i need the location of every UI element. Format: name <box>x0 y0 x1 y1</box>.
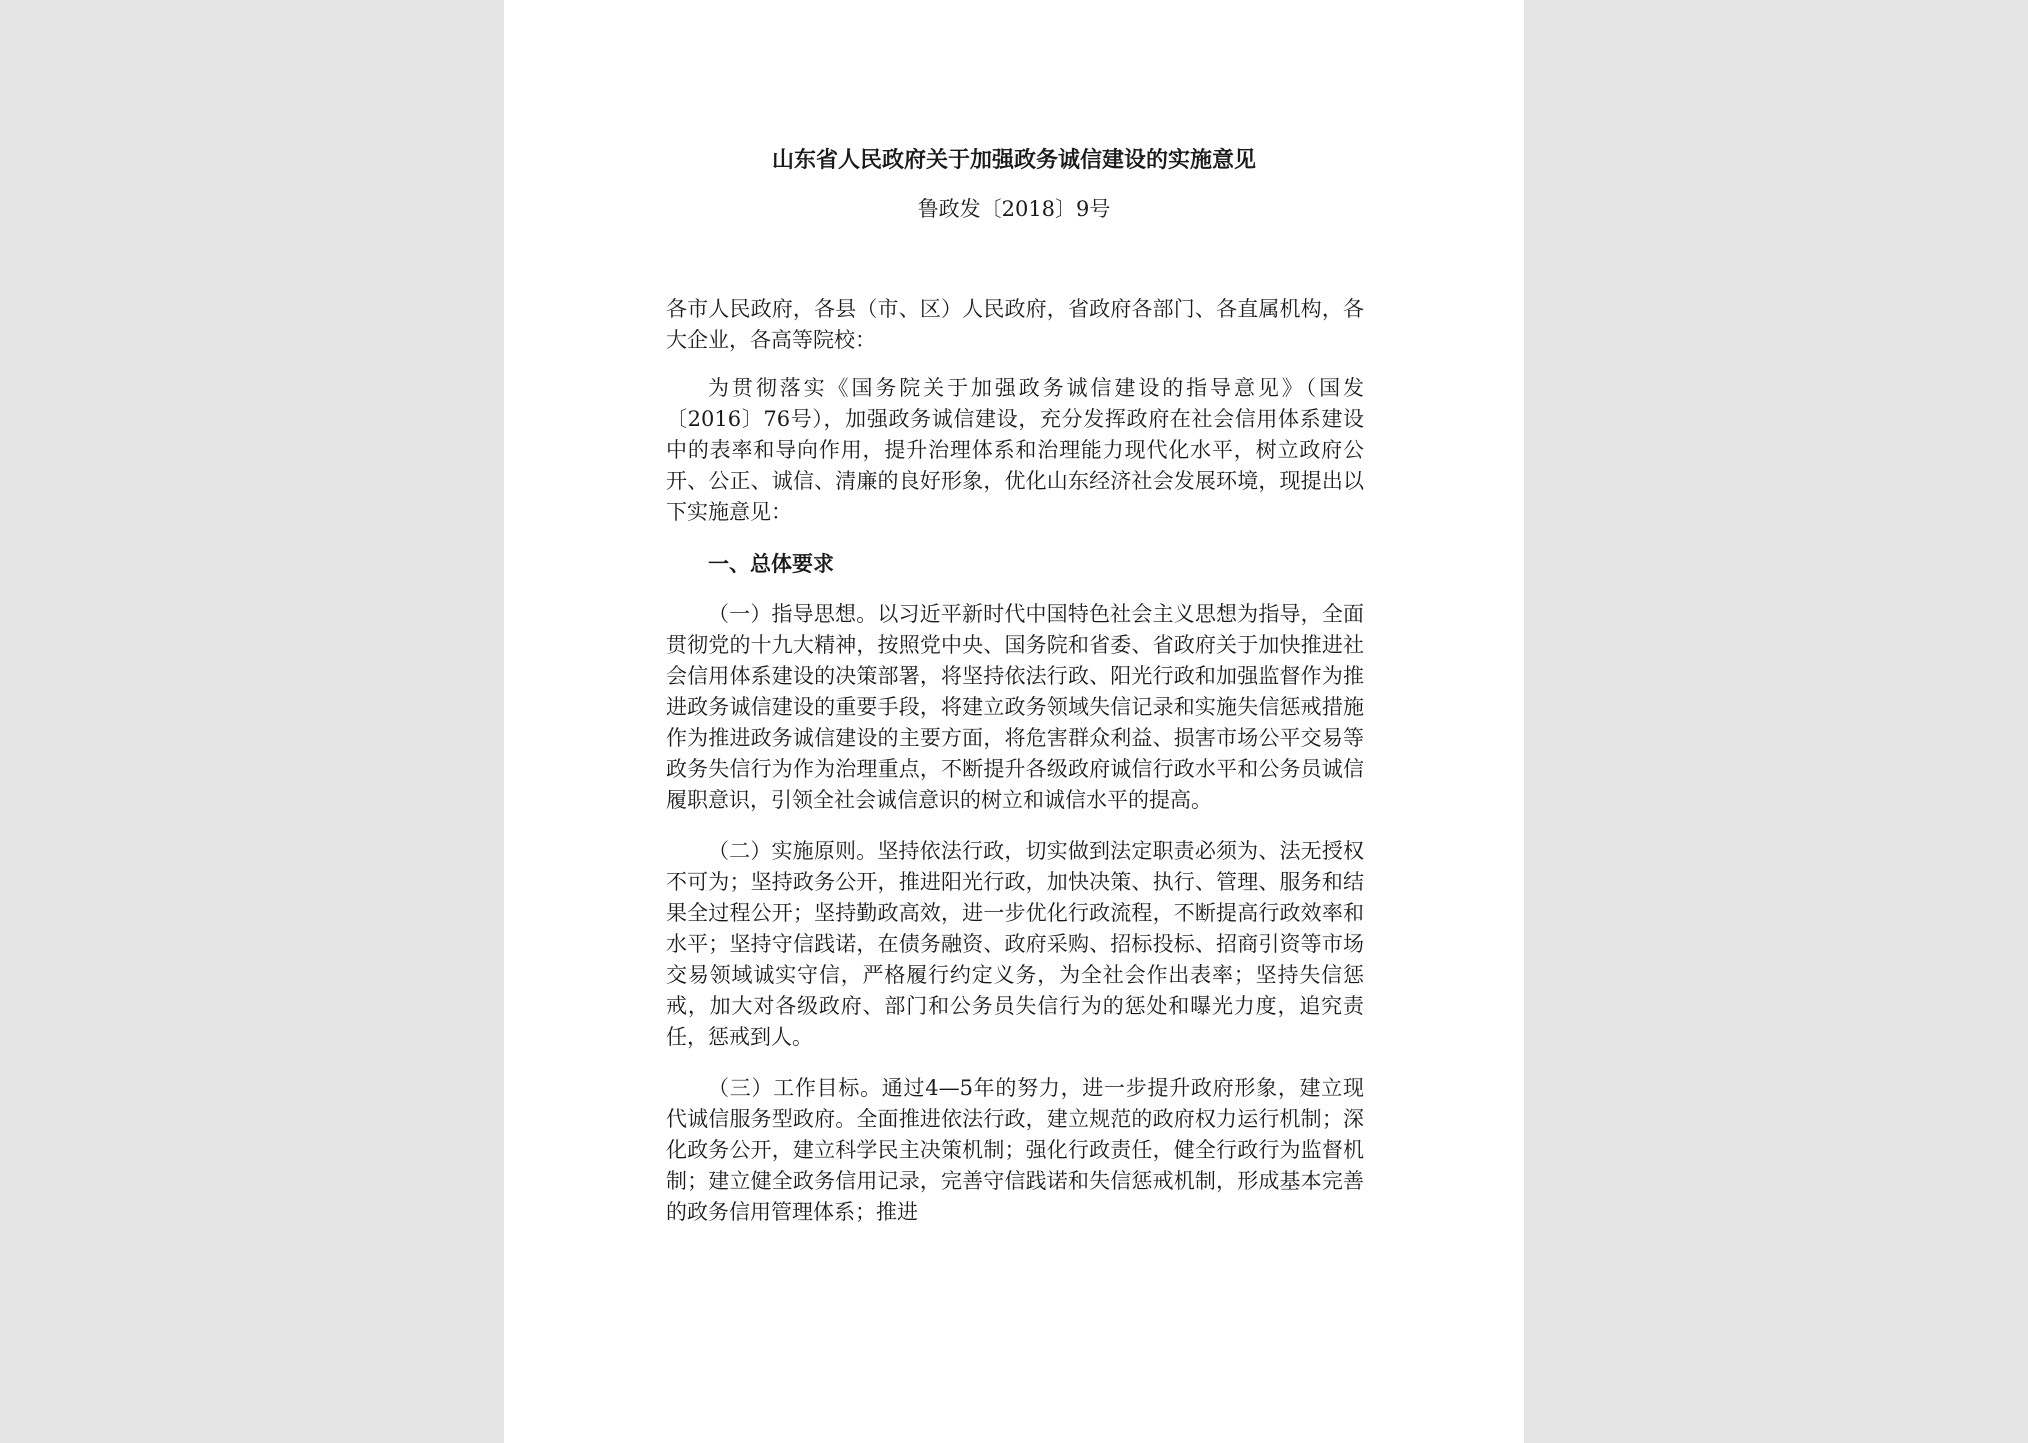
paragraph-principles: （二）实施原则。坚持依法行政，切实做到法定职责必须为、法无授权不可为；坚持政务公开，推进阳光行政，加快决策、执行、管理、服务和结果全过程公开；坚持勤政高效，进一步优化行政流程，不断提高行政效率和水平；坚持守信践诺，在债务融资、政府采购、招标投标、招商引资等市场交易领域诚实守信，严格履行约定义务，为全社会作出表率；坚持失信惩戒，加大对各级政府、部门和公务员失信行为的惩处和曝光力度，追究责任，惩戒到人。 <box>666 839 1364 1049</box>
intro-paragraph: 为贯彻落实《国务院关于加强政务诚信建设的指导意见》（国发〔2016〕76号），加强政务诚信建设，充分发挥政府在社会信用体系建设中的表率和导向作用，提升治理体系和治理能力现代化水平，树立政府公开、公正、诚信、清廉的良好形象，优化山东经济社会发展环境，现提出以下实施意见： <box>666 376 1364 524</box>
paragraph-goals: （三）工作目标。通过4—5年的努力，进一步提升政府形象，建立现代诚信服务型政府。全面推进依法行政，建立规范的政府权力运行机制；深化政务公开，建立科学民主决策机制；强化行政责任，健全行政行为监督机制；建立健全政务信用记录，完善守信践诺和失信惩戒机制，形成基本完善的政务信用管理体系；推进 <box>666 1076 1364 1224</box>
document-title: 山东省人民政府关于加强政务诚信建设的实施意见 <box>771 147 1256 173</box>
addressee-paragraph: 各市人民政府，各县（市、区）人民政府，省政府各部门、各直属机构，各大企业，各高等院校： <box>666 297 1364 352</box>
paragraph-guiding-thought: （一）指导思想。以习近平新时代中国特色社会主义思想为指导，全面贯彻党的十九大精神，按照党中央、国务院和省委、省政府关于加快推进社会信用体系建设的决策部署，将坚持依法行政、阳光行政和加强监督作为推进政务诚信建设的重要手段，将建立政务领域失信记录和实施失信惩戒措施作为推进政务诚信建设的主要方面，将危害群众利益、损害市场公平交易等政务失信行为作为治理重点，不断提升各级政府诚信行政水平和公务员诚信履职意识，引领全社会诚信意识的树立和诚信水平的提高。 <box>666 602 1364 812</box>
document-number: 鲁政发〔2018〕9号 <box>917 197 1111 221</box>
document-page <box>504 0 1524 1443</box>
section-heading-general-requirements: 一、总体要求 <box>708 551 834 576</box>
document-body <box>666 294 1364 1248</box>
